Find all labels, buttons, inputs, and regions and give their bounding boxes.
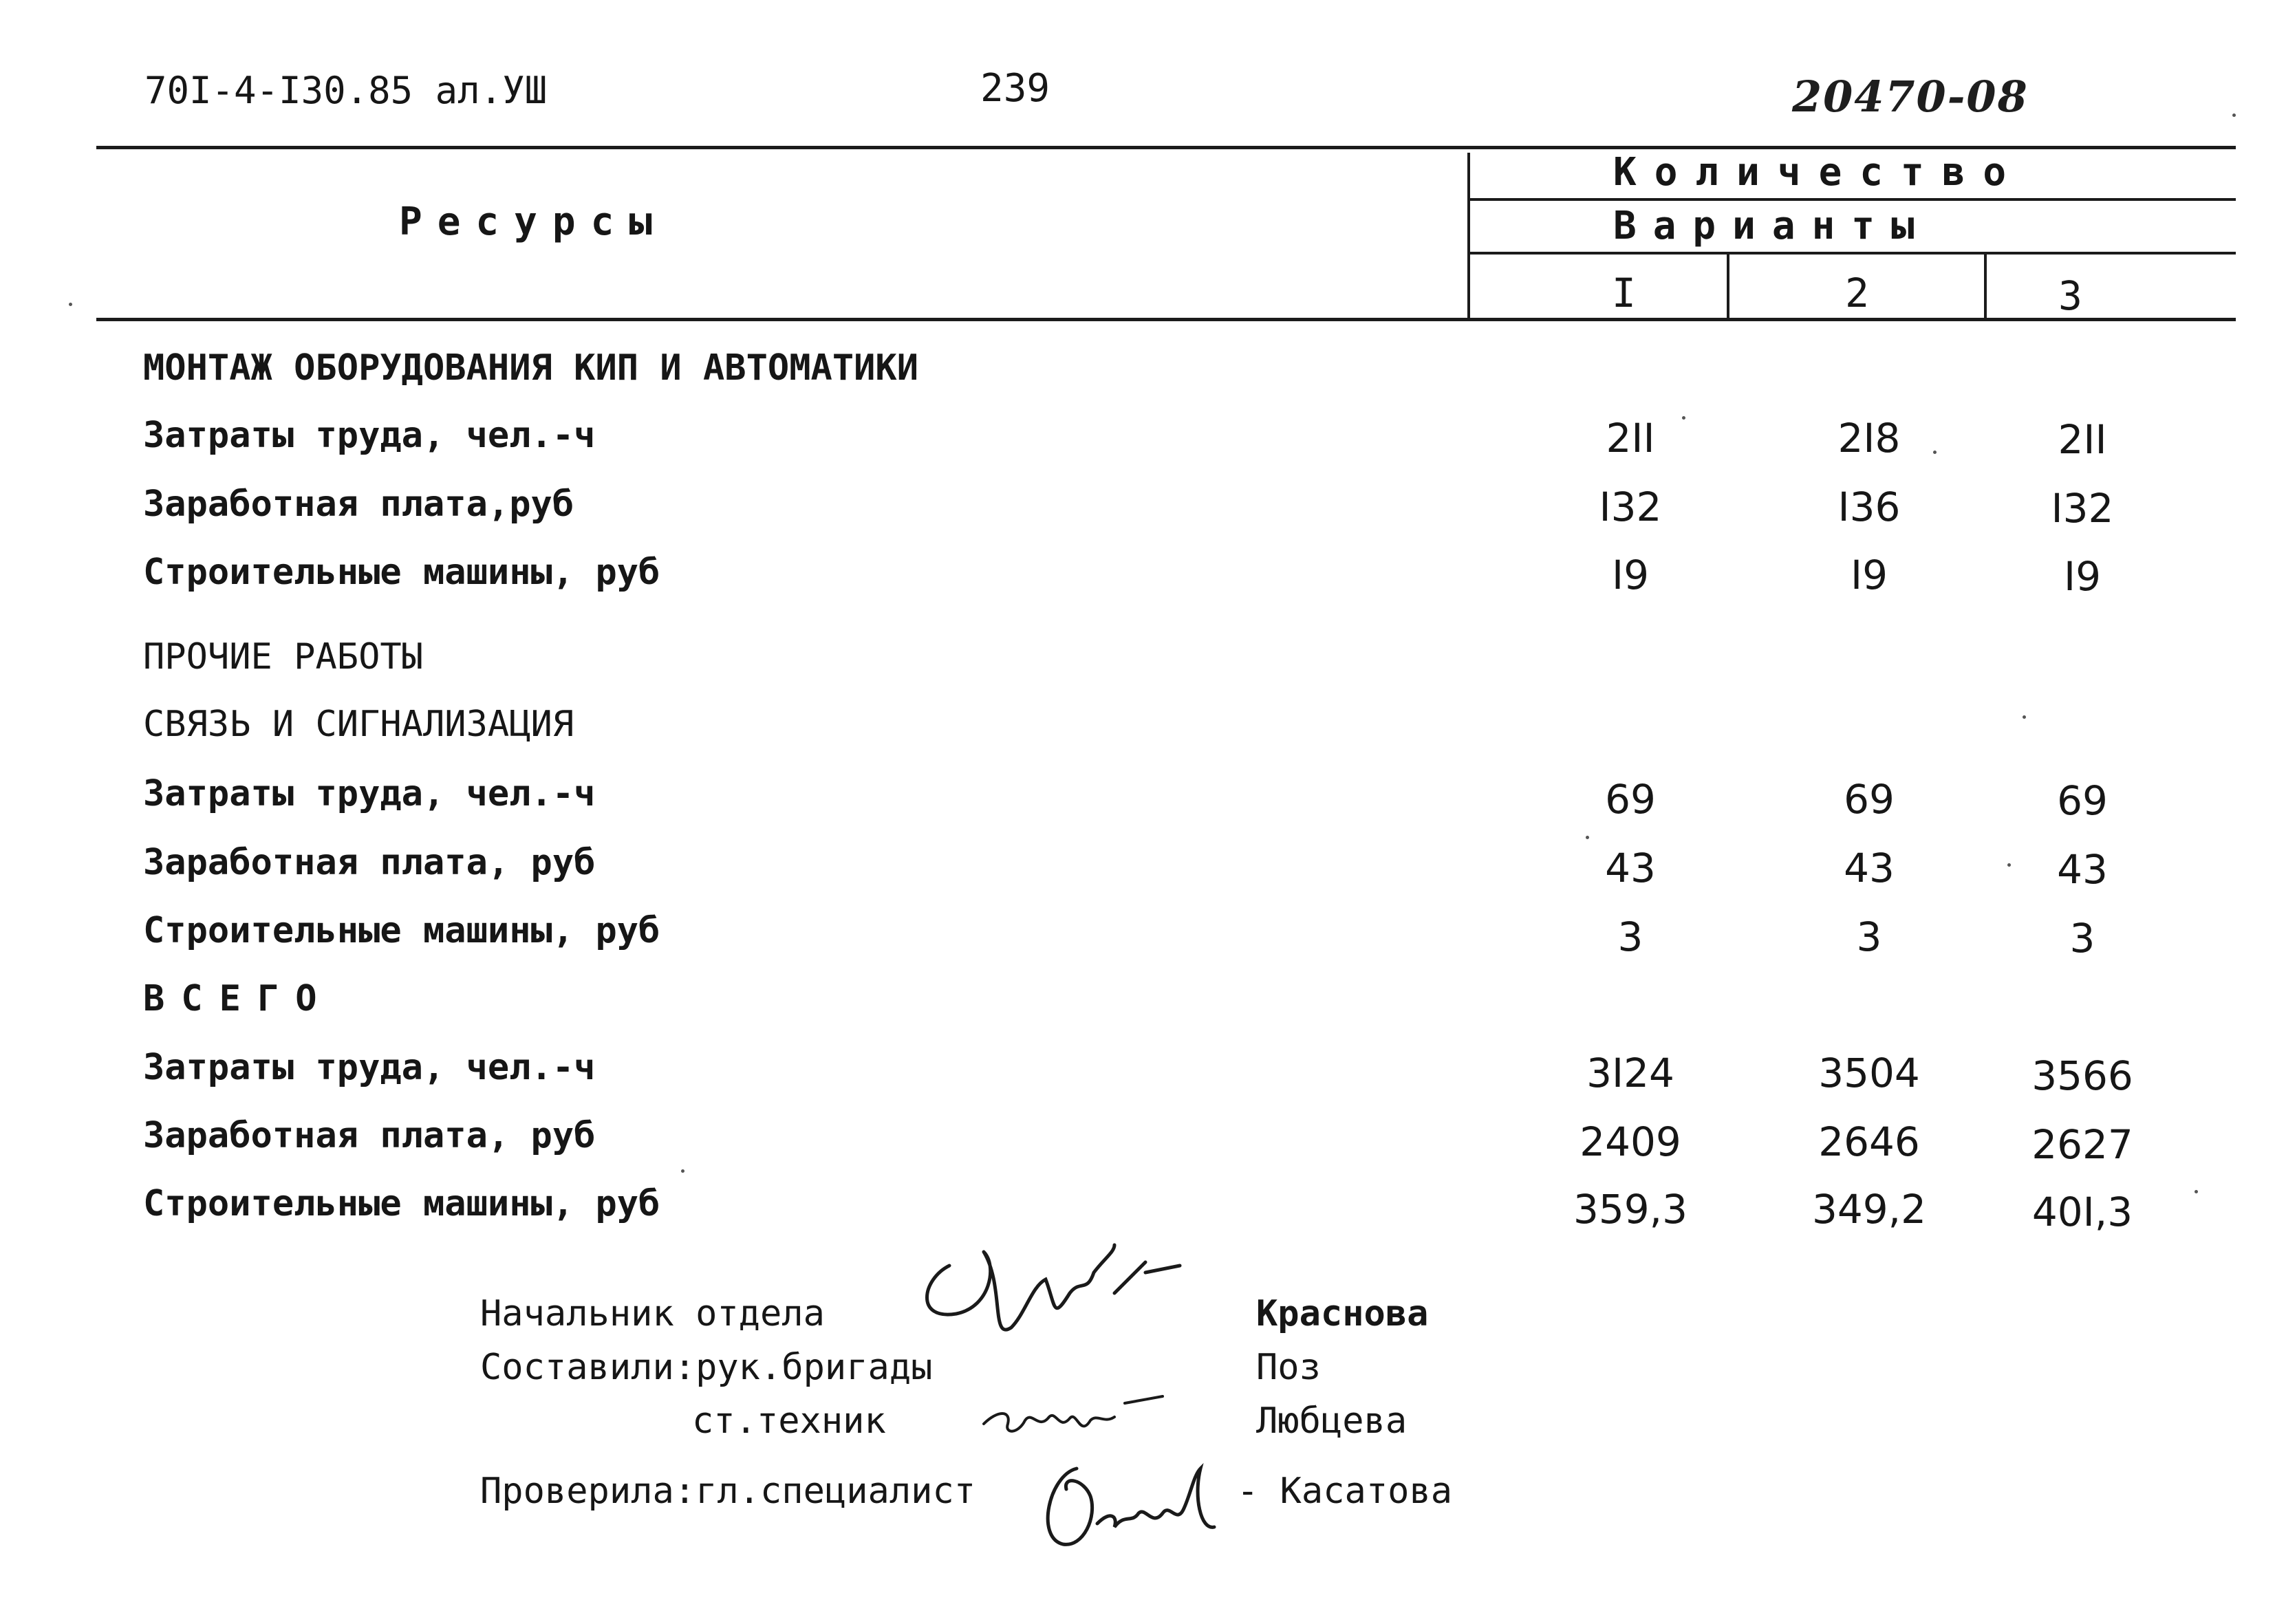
cell-value: 69 [1605,776,1656,823]
row-label-wages: Заработная плата, руб [143,842,596,883]
cell-value: 3I24 [1586,1050,1674,1096]
row-label-labor: Затраты труда, чел.-ч [143,773,596,814]
cell-value: 69 [1844,776,1895,823]
scan-speck [1586,836,1589,839]
quantity-header: Количество [1613,150,2025,195]
cell-value: 3566 [2031,1052,2133,1099]
row-label-labor: Затраты труда, чел.-ч [143,1047,596,1088]
variants-underline [1470,252,2236,255]
row-label-wages: Заработная плата,руб [143,484,574,525]
row-label-machines: Строительные машины, руб [143,910,660,951]
cell-value: 2646 [1818,1118,1920,1165]
signature-technician [977,1383,1169,1458]
cell-value: I9 [1850,552,1888,598]
scan-speck [1933,451,1937,454]
head-of-department-name: Краснова [1256,1293,1429,1334]
cell-value: 3 [1856,913,1882,960]
resources-header: Ресурсы [399,199,668,244]
page-number: 239 [980,66,1050,111]
row-label-machines: Строительные машины, руб [143,1183,660,1224]
variant-2-3-divider [1984,253,1987,321]
row-label-labor: Затраты труда, чел.-ч [143,415,596,456]
scan-speck [2232,113,2236,117]
cell-value: 2II [1606,415,1655,462]
scan-speck [1682,416,1685,420]
row-label-wages: Заработная плата, руб [143,1115,596,1156]
compiled-by-label: Составили:рук.бригады [480,1347,933,1388]
section-title-total: ВСЕГО [143,978,334,1019]
cell-value: 69 [2057,777,2108,824]
cell-value: 40I,3 [2031,1189,2133,1235]
cell-value: I36 [1837,484,1901,530]
cell-value: 359,3 [1573,1186,1688,1233]
section-title-other-works: ПРОЧИЕ РАБОТЫ [143,636,423,678]
cell-value: 3 [2069,915,2095,962]
checked-by-label: Проверила:гл.специалист [480,1471,976,1512]
table-header-bottom-rule [96,318,2236,321]
cell-value: 349,2 [1811,1186,1927,1233]
cell-value: 43 [2057,846,2108,893]
variant-number-2: 2 [1845,270,1869,316]
technician-label: ст.техник [692,1400,886,1442]
cell-value: 43 [1844,845,1895,891]
variant-number-3: 3 [2058,272,2082,319]
signature-checker [1035,1448,1242,1558]
quantity-underline [1470,198,2236,201]
cell-value: 2627 [2031,1121,2133,1168]
checked-by-name: - Касатова [1237,1471,1453,1512]
row-label-machines: Строительные машины, руб [143,552,660,593]
document-code: 70I-4-I30.85 ал.УШ [144,69,548,112]
variant-number-1: I [1612,270,1636,316]
resources-column-divider [1467,153,1470,321]
cell-value: 2II [2058,416,2107,463]
cell-value: 43 [1605,845,1656,891]
variant-1-2-divider [1727,253,1729,321]
cell-value: 2I8 [1837,415,1901,462]
scan-speck [2023,715,2026,719]
table-top-rule [96,146,2236,149]
scan-speck [2195,1190,2198,1193]
signature-head [908,1224,1183,1355]
scan-speck [681,1169,684,1173]
cell-value: I32 [2051,485,2114,532]
head-of-department-label: Начальник отдела [480,1293,825,1334]
cell-value: I32 [1599,484,1662,530]
cell-value: 3 [1617,913,1643,960]
scan-speck [2007,863,2011,867]
handwritten-archive-code: 20470-08 [1792,72,2029,122]
technician-name: Любцева [1256,1400,1408,1442]
scan-speck [69,303,72,306]
cell-value: 2409 [1579,1118,1681,1165]
cell-value: 3504 [1818,1050,1920,1096]
section-subtitle-communication: СВЯЗЬ И СИГНАЛИЗАЦИЯ [143,704,574,745]
compiled-by-name: Поз [1256,1347,1321,1388]
cell-value: I9 [1611,552,1649,598]
cell-value: I9 [2063,553,2101,600]
section-title-montage: МОНТАЖ ОБОРУДОВАНИЯ КИП И АВТОМАТИКИ [143,347,919,389]
variants-header: Варианты [1613,204,1931,248]
